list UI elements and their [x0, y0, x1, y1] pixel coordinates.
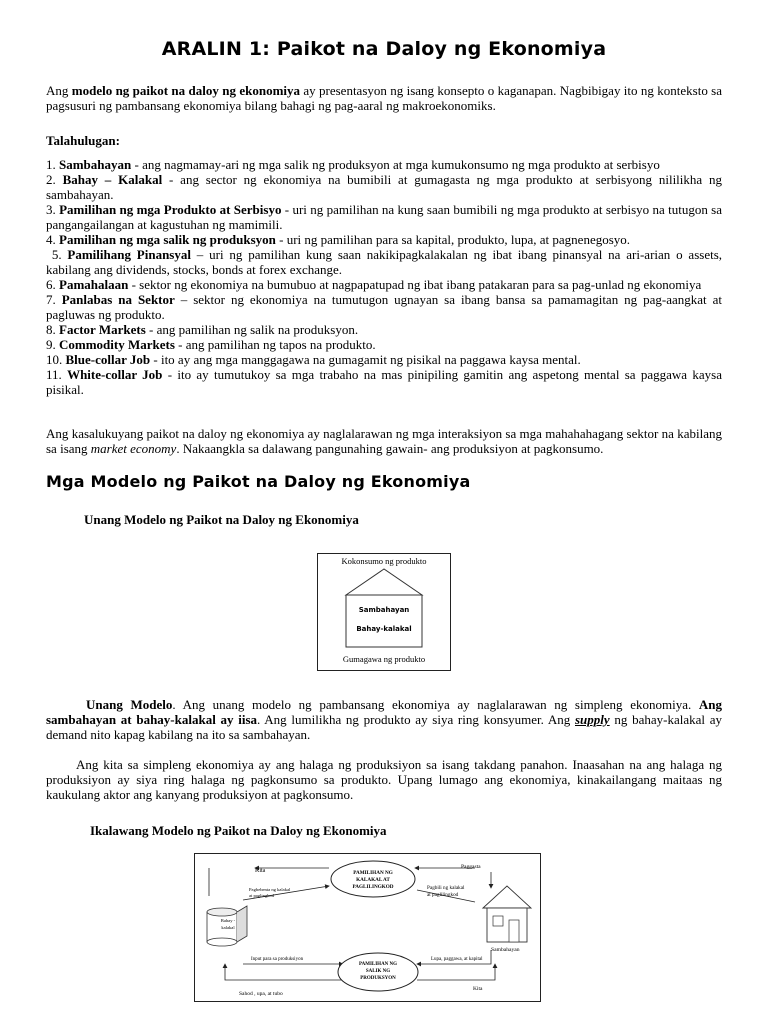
- definition-term: Pamilihan ng mga salik ng produksyon: [59, 232, 276, 247]
- definition-description: - uri ng pamilihan na kung saan bumibili ng mga produkto at serbisyo na tutugon sa pangangailangan at kagustuhan ng mamimili.: [46, 202, 723, 232]
- definition-number: 3.: [46, 202, 60, 217]
- definition-description: - ito ay tumutukoy sa mga trabaho na mas pinipiling gamitin ang aspetong mental sa paggawa kaysa pisikal.: [46, 367, 722, 397]
- model1-text-3: ng bahay-kalakal ay demand nito kapag kabilang na ito sa sambahayan.: [46, 712, 722, 742]
- firm-label-2: kalakal: [221, 925, 235, 930]
- definition-list: [46, 157, 722, 397]
- definition-term: Bahay – Kalakal: [62, 172, 163, 187]
- definition-description: - ang pamilihan ng tapos na produkto.: [174, 337, 376, 352]
- section-heading: Mga Modelo ng Paikot na Daloy ng Ekonomiya: [46, 472, 471, 491]
- paggasta-label: Paggasta: [461, 864, 481, 870]
- definition-description: - uri ng pamilihan para sa kapital, produkto, lupa, at pagnenegosyo.: [275, 232, 631, 247]
- closing-italic: market economy: [90, 441, 177, 456]
- definition-item: [46, 202, 722, 232]
- household-house-icon: [483, 886, 531, 942]
- definition-number: 6.: [46, 277, 59, 292]
- model2-diagram: [194, 853, 541, 1002]
- definition-item: [46, 247, 722, 277]
- arrow-kita-bottom: [417, 964, 495, 980]
- definition-description: - ito ay ang mga manggagawa na gumagamit ng pisikal na paggawa kaysa mental.: [150, 352, 581, 367]
- house-label-2: Bahay-kalakal: [356, 625, 412, 633]
- definition-description: - ang pamilihan ng salik na produksyon.: [145, 322, 359, 337]
- definition-description: - sektor ng ekonomiya na bumubuo at nagpapatupad ng ibat ibang patakaran para sa pag-unlad ng ekonomiya: [128, 277, 702, 292]
- firm-label-1: Bahay -: [220, 918, 236, 923]
- definition-description: – uri ng pamilihan kung saan nakikipagkalakalan ng ibat ibang pinansyal na ari-arian o assets, kabilang ang dividends, stocks, bonds at forex exchange.: [46, 247, 723, 277]
- definition-number: 7.: [46, 292, 62, 307]
- definition-number: 8.: [46, 322, 59, 337]
- model1-text-2: . Ang lumilikha ng produkto ay siya ring konsyumer. Ang: [257, 712, 575, 727]
- diagram-bottom-label: Gumagawa ng produkto: [342, 654, 426, 664]
- definition-term: Sambahayan: [59, 157, 132, 172]
- intro-text-cont: ay presentasyon ng isang konsepto o kaganapan. Nagbibigay ito ng konteksto sa pagsusuri ng pambansang ekonomiya bilang bahagi ng pag-aaral ng makroekonomiks.: [46, 83, 723, 113]
- factor-market-label-1: PAMILIHAN NG: [358, 962, 398, 967]
- intro-paragraph: [46, 83, 722, 113]
- definition-item: [46, 277, 722, 292]
- page-title: ARALIN 1: Paikot na Daloy ng Ekonomiya: [161, 38, 607, 60]
- model1-paragraph-1: [46, 697, 722, 742]
- definition-item: [46, 337, 722, 352]
- model1-heading: Unang Modelo ng Paikot na Daloy ng Ekonomiya: [84, 512, 359, 527]
- goods-market-label-1: PAMILIHAN NG: [353, 870, 393, 876]
- intro-bold-term: modelo ng paikot na daloy ng ekonomiya: [71, 83, 301, 98]
- house-body: [346, 595, 422, 647]
- definition-term: Blue-collar Job: [65, 352, 151, 367]
- wages-label: Sahod , upa, at tubo: [239, 991, 283, 997]
- definition-number: 2.: [46, 172, 63, 187]
- definition-description: - ang nagmamay-ari ng mga salik ng produksyon at mga kumukonsumo ng mga produkto at serbisyo: [131, 157, 660, 172]
- definition-number: 11.: [46, 367, 68, 382]
- closing-paragraph: [46, 426, 722, 456]
- definition-number: 4.: [46, 232, 59, 247]
- definition-term: Pamilihan ng mga Produkto at Serbisyo: [59, 202, 282, 217]
- definition-term: Pamahalaan: [59, 277, 129, 292]
- top-left-kita-label: Kita: [255, 868, 266, 874]
- model2-heading: Ikalawang Modelo ng Paikot na Daloy ng Ekonomiya: [90, 823, 387, 838]
- bottom-kita-label: Kita: [473, 986, 483, 992]
- closing-text-cont: . Nakaangkla sa dalawang pangunahing gawain- ang produksiyon at pagkonsumo.: [176, 441, 604, 456]
- definition-item: [46, 157, 722, 172]
- sell-note-1: Pagbebenta ng kalakal: [249, 887, 291, 892]
- definition-term: Commodity Markets: [59, 337, 175, 352]
- arrow-wages: [225, 964, 345, 980]
- definition-item: [46, 367, 722, 397]
- definition-item: [46, 232, 722, 247]
- model1-bold-1: Unang Modelo: [86, 697, 173, 712]
- goods-market-label-3: PAGLILINGKOD: [352, 884, 394, 890]
- definition-item: [46, 172, 722, 202]
- definition-term: Panlabas na Sektor: [61, 292, 175, 307]
- model1-text-1: . Ang unang modelo ng pambansang ekonomiya ay naglalarawan ng simpleng ekonomiya.: [172, 697, 699, 712]
- model1-emphasis-supply: supply: [575, 712, 610, 727]
- definition-number: 5.: [46, 247, 68, 262]
- goods-market-label-2: KALAKAL AT: [356, 877, 390, 883]
- model1-paragraph-2: Ang kita sa simpleng ekonomiya ay ang halaga ng produksiyon sa isang takdang panahon. Inaasahan na ang halaga ng produksiyon ay siya ring halaga ng pagkonsumo sa produkto. Upang lumago ang ekonomiya, kinakailangang maitaas ng kaukulang aktor ang kanyang produksiyon at pagkonsumo.: [46, 757, 722, 802]
- factors-label: Lupa, paggawa, at kapital: [431, 957, 483, 962]
- closing-text: Ang kasalukuyang paikot na daloy ng ekonomiya ay naglalarawan ng mga interaksiyon sa mga mahahahagang sektor na kabilang sa isang: [46, 426, 722, 456]
- glossary-heading: Talahulugan:: [46, 133, 120, 148]
- input-label: Input para sa produksiyon: [251, 957, 304, 962]
- definition-term: White-collar Job: [67, 367, 163, 382]
- definition-number: 10.: [46, 352, 66, 367]
- model1-bold-2: Ang sambahayan at bahay-kalakal ay iisa: [46, 697, 723, 727]
- definition-item: [46, 292, 722, 322]
- definition-term: Pamilihang Pinansyal: [67, 247, 191, 262]
- diagram-top-label: Kokonsumo ng produkto: [341, 556, 427, 566]
- definition-number: 9.: [46, 337, 59, 352]
- factor-market-label-2: SALIK NG: [365, 969, 391, 974]
- factor-market-label-3: PRODUKSYON: [360, 976, 396, 981]
- definition-item: [46, 322, 722, 337]
- definition-description: – sektor ng ekonomiya na tumutugon ugnayan sa ibang bansa sa pamamagitan ng pag-aangkat at pagluwas ng produkto.: [46, 292, 722, 322]
- definition-item: [46, 352, 722, 367]
- house-label-1: Sambahayan: [358, 606, 410, 614]
- buy-note-1: Pagbili ng kalakal: [427, 885, 465, 891]
- intro-text: Ang: [46, 83, 72, 98]
- definition-term: Factor Markets: [59, 322, 146, 337]
- house-roof: [346, 569, 422, 595]
- buy-note-2: at paglilingkod: [427, 892, 459, 898]
- definition-number: 1.: [46, 157, 59, 172]
- definition-description: - ang sector ng ekonomiya na bumibili at gumagasta ng mga produkto at serbisyong nililikha ng sambahayan.: [46, 172, 722, 202]
- household-label: Sambahayan: [491, 947, 520, 953]
- model1-diagram: [317, 553, 451, 671]
- sell-note-2: at paglingkod: [249, 893, 275, 898]
